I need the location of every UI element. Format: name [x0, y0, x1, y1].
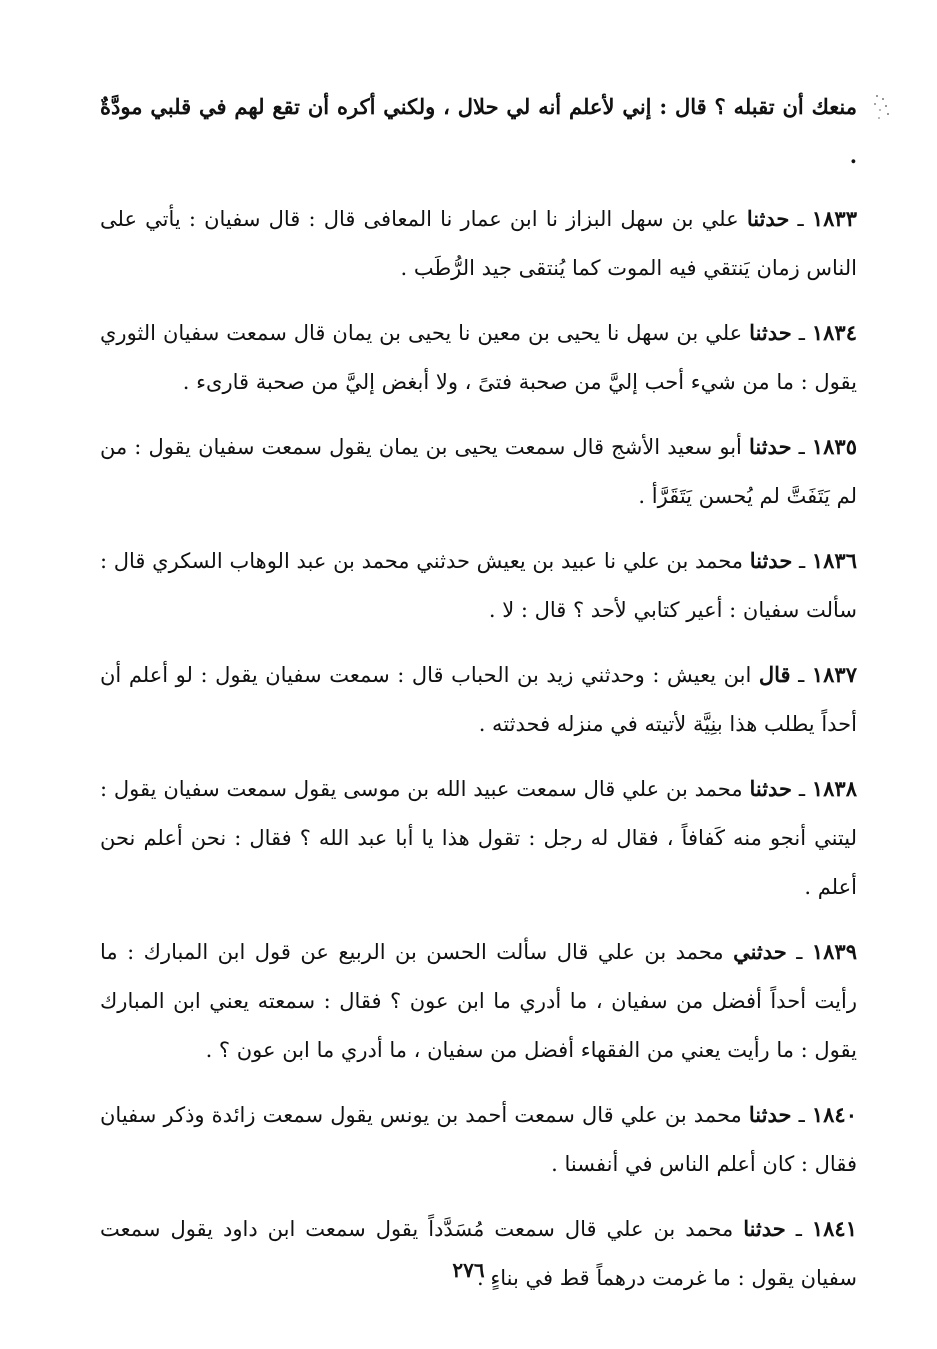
entry-number: ١٨٣٨: [811, 776, 857, 801]
page-body: [100, 82, 857, 1318]
hadith-entry-1834: ١٨٣٤ ـ حدثنا علي بن سهل نا يحيى بن معين نا يحيى بن يمان قال سمعت سفيان الثوري يقول : ما من شيء أحب إليَّ من صحبة فتىً ، ولا أبغض إليَّ من صحبة قارىء .: [100, 320, 857, 394]
entry-text: محمد بن علي قال سمعت أحمد بن يونس يقول سمعت زائدة وذكر سفيان فقال : كان أعلم الناس في أنفسنا .: [100, 1103, 857, 1176]
page-number: ٢٧٦: [452, 1258, 485, 1282]
entry-lead-word: حدثنا: [749, 320, 792, 345]
entry-text: محمد بن علي قال سألت الحسن بن الربيع عن قول ابن المبارك : ما رأيت أحداً أفضل من سفيان ، ما أدري ما ابن عون ؟ فقال : سمعته يعني ابن المبارك يقول : ما رأيت يعني من الفقهاء أفضل من سفيان ، ما أدري ما ابن عون ؟ .: [100, 940, 857, 1062]
entry-text: محمد بن علي قال سمعت مُسَدَّداً يقول سمعت ابن داود يقول سمعت سفيان يقول : ما غرمت درهماً قط في بناءٍ .: [100, 1217, 857, 1290]
entry-lead-word: حدثني: [733, 939, 787, 964]
entry-number: ١٨٣٤: [811, 320, 857, 345]
entry-text: محمد بن علي نا عبيد بن يعيش حدثني محمد بن عبد الوهاب السكري قال : سألت سفيان : أعير كتابي لأحد ؟ قال : لا .: [100, 549, 857, 622]
hadith-entry-1833: ١٨٣٣ ـ حدثنا علي بن سهل البزاز نا ابن عمار نا المعافى قال : قال سفيان : يأتي على الناس زمان يَنتقي فيه الموت كما يُنتقى جيد الرُّطَب .: [100, 206, 857, 280]
margin-scribble-icon: [871, 92, 893, 122]
hadith-entry-1840: ١٨٤٠ ـ حدثنا محمد بن علي قال سمعت أحمد بن يونس يقول سمعت زائدة وذكر سفيان فقال : كان أعلم الناس في أنفسنا .: [100, 1102, 857, 1176]
entry-number: ١٨٤٠: [811, 1102, 857, 1127]
continuation-paragraph: منعك أن تقبله ؟ قال : إني لأعلم أنه لي حلال ، ولكني أكره أن تقع لهم في قلبي مودَّةٌ .: [100, 94, 857, 168]
hadith-entry-1835: ١٨٣٥ ـ حدثنا أبو سعيد الأشج قال سمعت يحيى بن يمان يقول سمعت سفيان يقول : من لم يَتَفَتَّ لم يُحسن يَتَقَرَّأ .: [100, 434, 857, 508]
entry-text: علي بن سهل البزاز نا ابن عمار نا المعافى قال : قال سفيان : يأتي على الناس زمان يَنتقي فيه الموت كما يُنتقى جيد الرُّطَب .: [100, 207, 857, 280]
entry-number: ١٨٤١: [811, 1216, 857, 1241]
entry-lead-word: حدثنا: [749, 776, 793, 801]
hadith-entry-1837: ١٨٣٧ ـ قال ابن يعيش : وحدثني زيد بن الحباب قال : سمعت سفيان يقول : لو أعلم أن أحداً يطلب هذا بنِيَّة لأتيته في منزله فحدثته .: [100, 662, 857, 736]
entry-text: أبو سعيد الأشج قال سمعت يحيى بن يمان يقول سمعت سفيان يقول : من لم يَتَفَتَّ لم يُحسن يَتَقَرَّأ .: [100, 435, 857, 508]
entry-lead-word: حدثنا: [748, 1102, 792, 1127]
entry-number: ١٨٣٩: [811, 939, 857, 964]
entry-number: ١٨٣٥: [811, 434, 857, 459]
entry-lead-word: حدثنا: [749, 548, 793, 573]
entry-lead-word: حدثنا: [746, 206, 790, 231]
hadith-entry-1838: ١٨٣٨ ـ حدثنا محمد بن علي قال سمعت عبيد الله بن موسى يقول سمعت سفيان يقول : ليتني أنجو منه كَفافاً ، فقال له رجل : تقول هذا يا أبا عبد الله ؟ فقال : نحن أعلم نحن أعلم .: [100, 776, 857, 899]
entry-lead-word: قال: [758, 662, 791, 687]
hadith-entry-1839: ١٨٣٩ ـ حدثني محمد بن علي قال سألت الحسن بن الربيع عن قول ابن المبارك : ما رأيت أحداً أفضل من سفيان ، ما أدري ما ابن عون ؟ فقال : سمعته يعني ابن المبارك يقول : ما رأيت يعني من الفقهاء أفضل من سفيان ، ما أدري ما ابن عون ؟ .: [100, 939, 857, 1062]
hadith-entry-1841: ١٨٤١ ـ حدثنا محمد بن علي قال سمعت مُسَدَّداً يقول سمعت ابن داود يقول سمعت سفيان يقول : ما غرمت درهماً قط في بناءٍ .: [100, 1216, 857, 1290]
entry-text: علي بن سهل نا يحيى بن معين نا يحيى بن يمان قال سمعت سفيان الثوري يقول : ما من شيء أحب إليَّ من صحبة فتىً ، ولا أبغض إليَّ من صحبة قارىء .: [100, 321, 857, 394]
hadith-entry-1836: ١٨٣٦ ـ حدثنا محمد بن علي نا عبيد بن يعيش حدثني محمد بن عبد الوهاب السكري قال : سألت سفيان : أعير كتابي لأحد ؟ قال : لا .: [100, 548, 857, 622]
entry-text: ابن يعيش : وحدثني زيد بن الحباب قال : سمعت سفيان يقول : لو أعلم أن أحداً يطلب هذا بنِيَّة لأتيته في منزله فحدثته .: [100, 663, 857, 736]
entry-number: ١٨٣٦: [811, 548, 857, 573]
entry-number: ١٨٣٣: [811, 206, 857, 231]
entry-text: محمد بن علي قال سمعت عبيد الله بن موسى يقول سمعت سفيان يقول : ليتني أنجو منه كَفافاً ، فقال له رجل : تقول هذا يا أبا عبد الله ؟ فقال : نحن أعلم نحن أعلم .: [100, 777, 857, 899]
entry-lead-word: حدثنا: [748, 434, 792, 459]
entry-lead-word: حدثنا: [743, 1216, 786, 1241]
entry-number: ١٨٣٧: [811, 662, 857, 687]
